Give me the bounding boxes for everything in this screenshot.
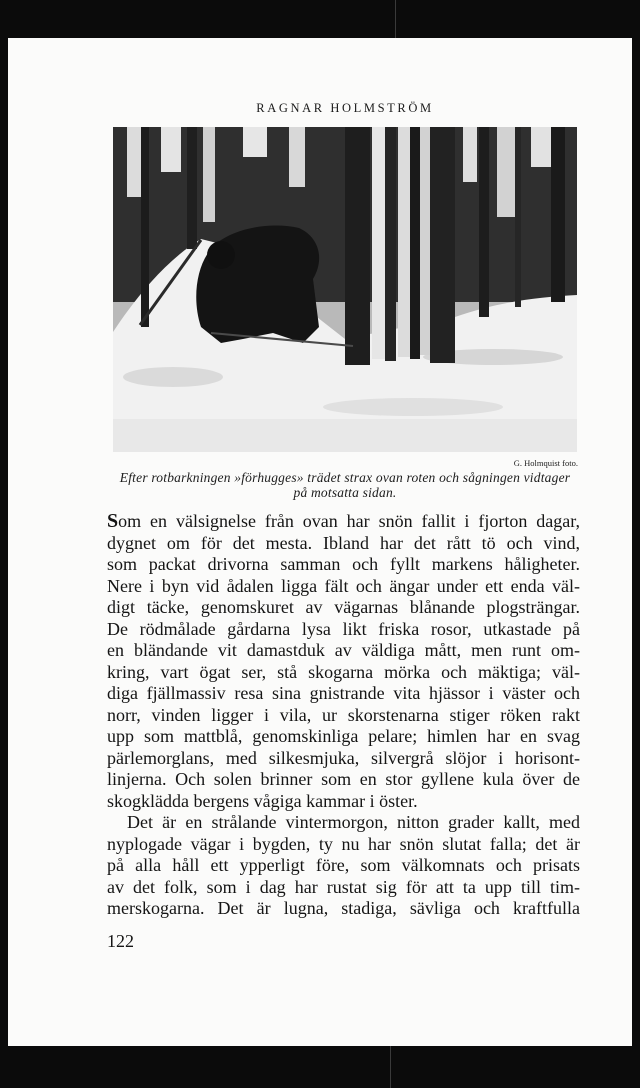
photo (113, 127, 577, 452)
snow-shadow (123, 367, 223, 387)
snow-shadow (323, 398, 503, 416)
sky-gap (289, 127, 305, 187)
body-line: upp som mattblå, genomskinliga pelare; himlen har en svag (107, 726, 580, 746)
birch-trunk (372, 127, 385, 359)
tree-trunk (141, 127, 149, 327)
man-head (207, 241, 235, 269)
sky-gap (127, 127, 141, 197)
sky-gap (497, 127, 515, 217)
body-line: linjerna. Och solen brinner som en stor gyllene kula över de (107, 769, 580, 789)
tree-trunk (479, 127, 489, 317)
sky-gap (531, 127, 553, 167)
sky-gap (203, 127, 215, 222)
large-trunk (385, 127, 396, 361)
body-line: digt täcke, genomskuret av vägarnas blånande plogsträngar. (107, 597, 580, 617)
body-line-text: om en välsignelse från ovan har snön fallit i fjorton dagar, (118, 511, 580, 531)
scan-artifact (395, 0, 396, 38)
body-line: De rödmålade gårdarna lysa likt friska rosor, utkastade på (107, 618, 580, 639)
body-line: som packat drivorna samman och fyllt markens håligheter. (107, 554, 580, 574)
page-number: 122 (107, 931, 134, 951)
birch-trunk (420, 127, 430, 355)
tree-trunk (187, 127, 197, 249)
body-line: på alla håll ett ypperligt före, som välkomnats och prisats (107, 855, 580, 875)
body-line: nyplogade vägar i bygden, ty nu har snön slutat falla; det är (107, 833, 580, 854)
body-line: kring, vart ögat ser, stå skogarna mörka och mäktiga; väl- (107, 661, 580, 682)
birch-trunk (398, 127, 410, 357)
initial-letter: S (107, 511, 119, 532)
body-line: merskogarna. Det är lugna, stadiga, sävliga och kraftfulla (107, 898, 580, 918)
body-line (107, 511, 580, 533)
body-line: dygnet om för det mesta. Ibland har det rått tö och vind, (107, 532, 580, 553)
running-head: RAGNAR HOLMSTRÖM (256, 101, 434, 115)
caption-line: på motsatta sidan. (293, 484, 397, 500)
large-trunk (410, 127, 420, 359)
foreground-snow (113, 419, 577, 452)
sky-gap (243, 127, 267, 157)
scan-artifact (390, 1046, 391, 1088)
body-line: diga fjällmassiv resa sina gnistrande vita hjässor i väster och (107, 683, 580, 703)
tree-trunk (515, 127, 521, 307)
body-line: av det folk, som i dag har rustat sig för att ta upp till tim- (107, 876, 580, 897)
sky-gap (463, 127, 477, 182)
large-trunk (345, 127, 370, 365)
body-line: Det är en strålande vintermorgon, nitton grader kallt, med (127, 812, 580, 832)
photo-credit: G. Holmquist foto. (513, 458, 578, 468)
tree-trunk (551, 127, 565, 302)
body-line: pärlemorglans, med silkesmjuka, silvergrå slöjor i horisont- (107, 747, 580, 768)
body-line: norr, vinden ligger i vila, ur skorstenarna stiger röken rakt (107, 704, 580, 725)
body-line: en bländande vit damastduk av väldiga mått, men runt om- (107, 640, 580, 660)
body-line: skogklädda bergens vågiga kammar i öster. (107, 790, 418, 811)
large-trunk (430, 127, 455, 363)
caption-line: Efter rotbarkningen »förhugges» trädet strax ovan roten och sågningen vidtager (119, 470, 571, 485)
body-text (107, 511, 580, 920)
sky-gap (161, 127, 181, 172)
figure-caption (107, 471, 583, 500)
body-line: Nere i byn vid ådalen ligga fält och ängar under ett enda väl- (107, 575, 580, 596)
